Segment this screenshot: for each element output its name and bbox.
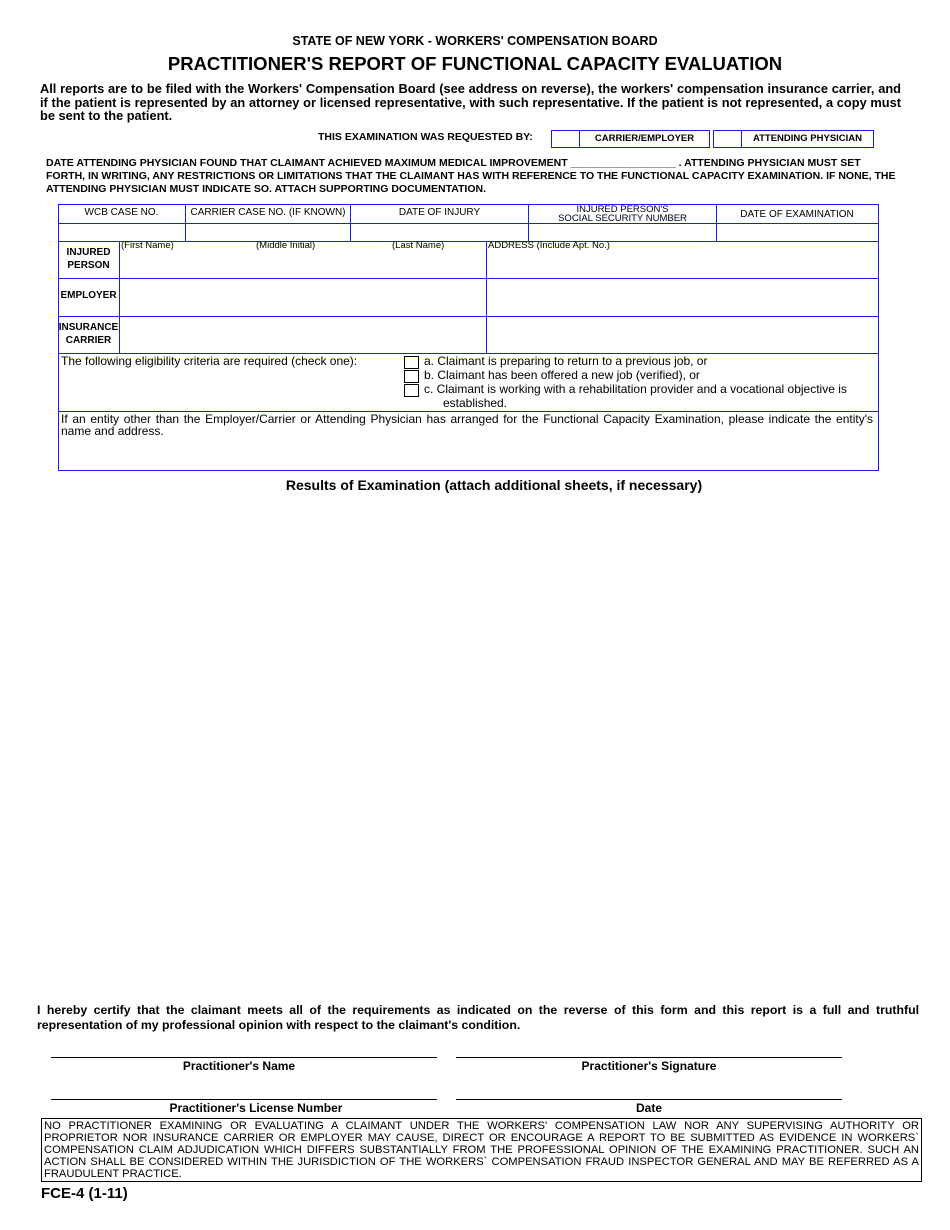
injured-person-label: INJURED PERSON: [66, 247, 111, 271]
date-of-injury-header: DATE OF INJURY: [398, 207, 481, 218]
practitioner-name-line[interactable]: [51, 1057, 437, 1058]
practitioner-name-label: Practitioner's Name: [182, 1059, 296, 1073]
carrier-employer-checkbox[interactable]: [551, 130, 580, 148]
date-of-exam-input[interactable]: [717, 224, 877, 241]
first-name-label: (First Name): [121, 240, 174, 251]
date-of-exam-header: DATE OF EXAMINATION: [740, 209, 854, 220]
date-line[interactable]: [456, 1099, 842, 1100]
date-of-injury-input[interactable]: [351, 224, 528, 241]
arranging-entity-input[interactable]: [60, 440, 876, 468]
eligibility-label: The following eligibility criteria are required (check one):: [61, 354, 358, 368]
criteria-c-text: c. Claimant is working with a rehabilitation provider and a vocational objective is: [424, 382, 847, 396]
carrier-case-no-header: CARRIER CASE NO. (IF KNOWN): [190, 207, 346, 218]
criteria-a-text: a. Claimant is preparing to return to a previous job, or: [424, 354, 708, 368]
attending-physician-label: ATTENDING PHYSICIAN: [741, 130, 874, 148]
last-name-label: (Last Name): [392, 240, 445, 251]
attending-physician-checkbox[interactable]: [713, 130, 742, 148]
mmi-instructions: DATE ATTENDING PHYSICIAN FOUND THAT CLAIMANT ACHIEVED MAXIMUM MEDICAL IMPROVEMENT __________________ . ATTENDING PHYSICIAN MUST SET FORTH, IN WRITING, ANY RESTRICTIONS OR LIMITATIONS THAT THE CLAIMANT HAS WITH REFERENCE TO THE FUNCTIONAL CAPACITY EXAMINATION. IF NONE, THE ATTENDING PHYSICIAN MUST INDICATE SO. ATTACH SUPPORTING DOCUMENTATION.: [46, 157, 896, 195]
carrier-name-input[interactable]: [120, 317, 486, 352]
license-number-line[interactable]: [51, 1099, 437, 1100]
board-heading: STATE OF NEW YORK - WORKERS' COMPENSATION BOARD: [292, 34, 658, 48]
employer-address-input[interactable]: [487, 279, 877, 315]
certification-statement: I hereby certify that the claimant meets all of the requirements as indicated on the reverse of this form and this report is a full and truthful representation of my professional opinion with respect to the claimant's condition.: [37, 1003, 919, 1032]
fraud-notice: NO PRACTITIONER EXAMINING OR EVALUATING A CLAIMANT UNDER THE WORKERS' COMPENSATION LAW NOR ANY SUPERVISING AUTHORITY OR PROPRIETOR NOR INSURANCE CARRIER OR EMPLOYER MAY CAUSE, DIRECT OR ENCOURAGE A REPORT TO BE SUBMITTED AS EVIDENCE IN WORKERS` COMPENSATION CLAIM ADJUDICATION WHICH DIFFERS SUBSTANTIALLY FROM THE PROFESSIONAL OPINION OF THE EXAMINING PRACTITIONER. SUCH AN ACTION SHALL BE CONSIDERED WITHIN THE JURISDICTION OF THE WORKERS` COMPENSATION FRAUD INSPECTOR GENERAL AND MAY BE REFERRED AS A FRAUDULENT PRACTICE.: [41, 1118, 922, 1182]
insurance-carrier-label: INSURANCE CARRIER: [58, 322, 119, 346]
criteria-b-checkbox[interactable]: [404, 370, 419, 383]
date-label: Date: [635, 1101, 662, 1115]
form-title: PRACTITIONER'S REPORT OF FUNCTIONAL CAPACITY EVALUATION: [167, 53, 783, 74]
criteria-c-checkbox[interactable]: [404, 384, 419, 397]
injured-name-input[interactable]: [120, 252, 486, 277]
practitioner-signature-label: Practitioner's Signature: [581, 1059, 717, 1073]
results-area[interactable]: [40, 500, 910, 995]
license-number-label: Practitioner's License Number: [169, 1101, 343, 1115]
ssn-input[interactable]: [529, 224, 716, 241]
wcb-case-no-header: WCB CASE NO.: [84, 207, 159, 218]
ssn-header: INJURED PERSON'S SOCIAL SECURITY NUMBER: [558, 204, 687, 224]
carrier-address-input[interactable]: [487, 317, 877, 352]
carrier-case-no-input[interactable]: [186, 224, 350, 241]
criteria-c-text-cont: established.: [443, 396, 508, 410]
filing-instructions: All reports are to be filed with the Workers' Compensation Board (see address on reverse), the workers' compensation insurance carrier, and if the patient is represented by an attorney or licensed representative, with such representative. If the patient is not represented, a copy must be sent to the patient.: [40, 81, 901, 123]
results-heading: Results of Examination (attach additional sheets, if necessary): [285, 477, 703, 493]
criteria-a-checkbox[interactable]: [404, 356, 419, 369]
requested-by-label: THIS EXAMINATION WAS REQUESTED BY:: [318, 131, 533, 143]
wcb-case-no-input[interactable]: [59, 224, 185, 241]
employer-name-input[interactable]: [120, 279, 486, 315]
injured-address-input[interactable]: [487, 252, 877, 277]
carrier-employer-label: CARRIER/EMPLOYER: [579, 130, 710, 148]
address-label: ADDRESS (Include Apt. No.): [488, 240, 610, 251]
form-id: FCE-4 (1-11): [41, 1185, 128, 1202]
middle-initial-label: (Middle Initial): [256, 240, 316, 251]
criteria-b-text: b. Claimant has been offered a new job (verified), or: [424, 368, 700, 382]
arranging-entity-instructions: If an entity other than the Employer/Carrier or Attending Physician has arranged for the Functional Capacity Examination, please indicate the entity's name and address.: [61, 412, 873, 438]
employer-label: EMPLOYER: [60, 290, 117, 301]
practitioner-signature-line[interactable]: [456, 1057, 842, 1058]
